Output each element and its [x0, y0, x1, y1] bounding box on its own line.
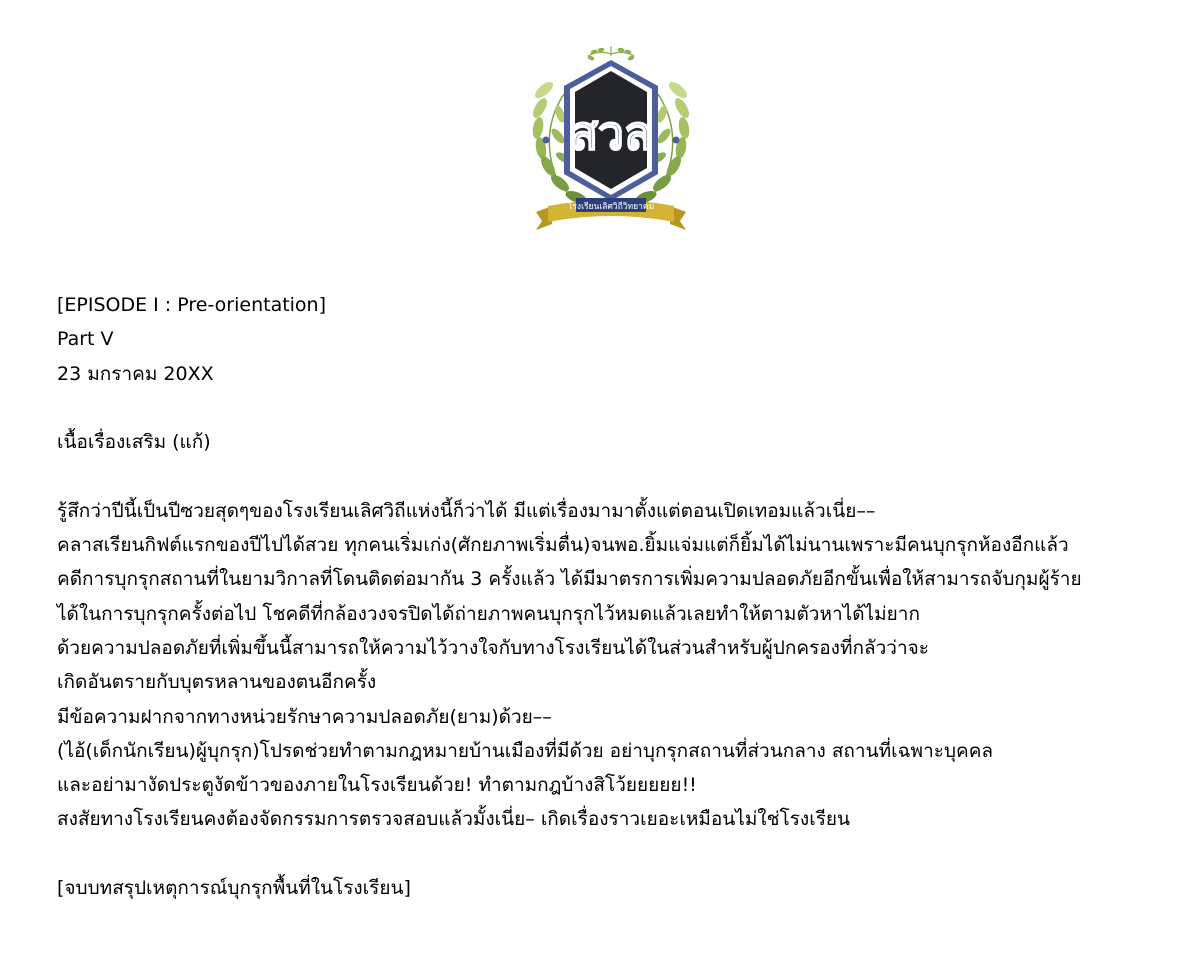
document-body: [57, 288, 1177, 905]
logo-ribbon-text: โรงเรียนเลิศวิถีวิทยาคม: [567, 202, 655, 212]
closing-note: [จบบทสรุปเหตุการณ์บุกรุกพื้นที่ในโรงเรียน]: [57, 877, 411, 900]
body-line: (ไอ้(เด็กนักเรียน)ผู้บุกรุก)โปรดช่วยทำตามกฎหมายบ้านเมืองที่มีด้วย อย่าบุกรุกสถานที่ส่วนกลาง สถานที่เฉพาะบุคคล: [57, 739, 994, 762]
school-logo: [530, 44, 692, 234]
body-line: สงสัยทางโรงเรียนคงต้องจัดกรรมการตรวจสอบแล้วมั้งเนี่ย– เกิดเรื่องราวเยอะเหมือนไม่ใช่โรงเรียน: [57, 808, 851, 831]
body-line: มีข้อความฝากจากทางหน่วยรักษาความปลอดภัย(ยาม)ด้วย––: [57, 705, 552, 728]
body-line: ด้วยความปลอดภัยที่เพิ่มขึ้นนี้สามารถให้ความไว้วางใจกับทางโรงเรียนได้ในส่วนสำหรับผู้ปกครองที่กลัวว่าจะ: [57, 636, 929, 659]
body-line: คลาสเรียนกิฟต์แรกของปีไปได้สวย ทุกคนเริ่มเก่ง(ศักยภาพเริ่มตื่น)จนพอ.ยิ้มแจ่มแต่ก็ยิ้มได้ไม่นานเพราะมีคนบุกรุกห้องอีกแล้ว: [57, 534, 1069, 557]
logo-monogram: สวล: [569, 106, 653, 160]
part-label: Part V: [57, 328, 114, 351]
spacer: [57, 837, 1177, 871]
section-title: เนื้อเรื่องเสริม (แก้): [57, 431, 211, 454]
body-line: คดีการบุกรุกสถานที่ในยามวิกาลที่โดนติดต่อมากัน 3 ครั้งแล้ว ได้มีมาตรการเพิ่มความปลอดภัยอีกขั้นเพื่อให้สามารถจับกุมผู้ร้าย: [57, 568, 1082, 591]
episode-heading: [EPISODE I : Pre-orientation]: [57, 294, 327, 316]
body-line: เกิดอันตรายกับบุตรหลานของตนอีกครั้ง: [57, 671, 377, 694]
body-line: รู้สึกว่าปีนี้เป็นปีซวยสุดๆของโรงเรียนเลิศวิถีแห่งนี้ก็ว่าได้ มีแต่เรื่องมามาตั้งแต่ตอนเปิดเทอมแล้วเนี่ย––: [57, 499, 876, 522]
spacer: [57, 391, 1177, 425]
spacer: [57, 459, 1177, 493]
body-line: และอย่ามางัดประตูงัดข้าวของภายในโรงเรียนด้วย! ทำตามกฎบ้างสิโว้ยยยยย!!: [57, 774, 697, 797]
body-line: ได้ในการบุกรุกครั้งต่อไป โชคดีที่กล้องวงจรปิดได้ถ่ายภาพคนบุกรุกไว้หมดแล้วเลยทำให้ตามตัวหาได้ไม่ยาก: [57, 602, 920, 625]
date-label: 23 มกราคม 20XX: [57, 362, 214, 385]
top-laurel-icon: [588, 46, 635, 61]
